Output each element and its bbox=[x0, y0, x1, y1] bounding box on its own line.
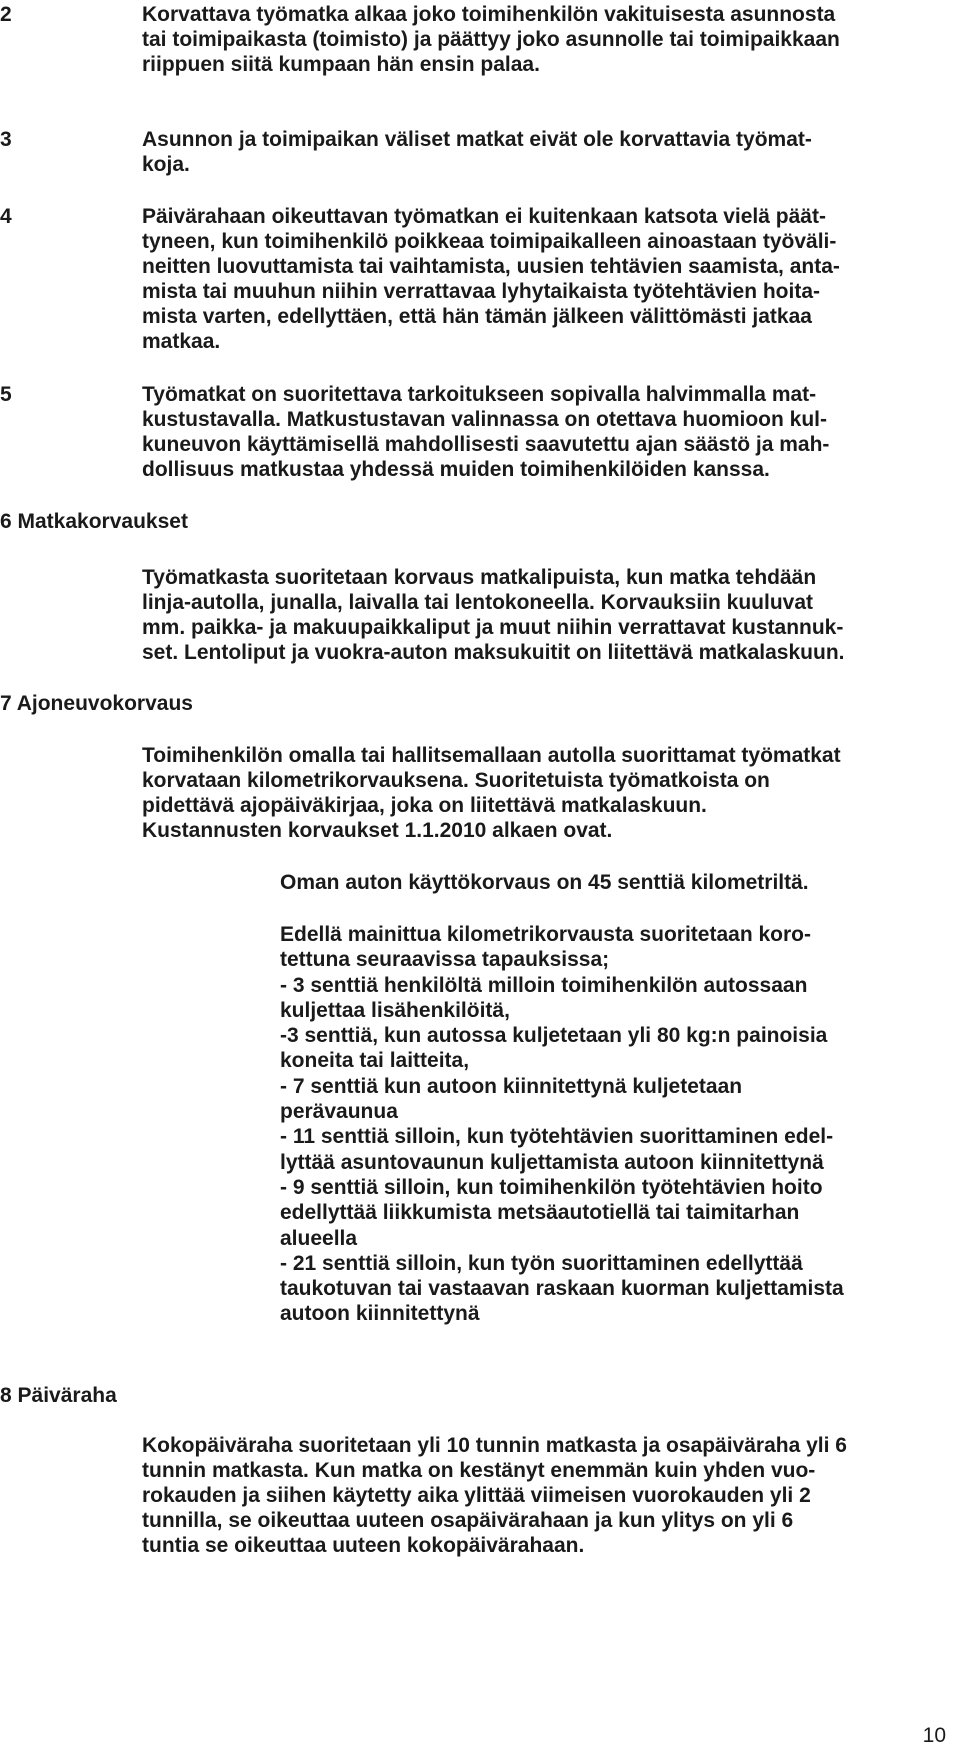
item-number-2: 2 bbox=[0, 3, 12, 26]
car-rate-increments: Edellä mainittua kilometrikorvausta suoritetaan koro- tettuna seuraavissa tapauksissa; - 3 senttiä henkilöltä milloin toimihenkilön autossaan kuljettaa lisähenkilöitä, -3 senttiä, kun autossa kuljetetaan yli 80 kg:n painoisia koneita tai laitteita, - 7 senttiä kun autoon kiinnitettynä kuljetetaan perävaunua - 11 senttiä silloin, kun työtehtävien suorittaminen edel- lyttää asuntovaunun kuljettamista autoon kiinnitettynä - 9 senttiä silloin, kun toimihenkilön työtehtävien hoito edellyttää liikkumista metsäautotiellä tai taimitarhan alueella - 21 senttiä silloin, kun työn suorittaminen edellyttää taukotuvan tai vastaavan raskaan kuorman kuljettamista autoon kiinnitettynä bbox=[280, 923, 844, 1326]
item-number-4: 4 bbox=[0, 205, 12, 228]
item-number-5: 5 bbox=[0, 383, 12, 406]
section-heading-paivaraha: 8 Päiväraha bbox=[0, 1384, 117, 1407]
section-8-text: Kokopäiväraha suoritetaan yli 10 tunnin matkasta ja osapäiväraha yli 6 tunnin matkasta. Kun matka on kestänyt enemmän kuin yhden vuo- rokauden ja siihen käytetty aika ylittää viimeisen vuorokauden yli 2 tunnilla, se oikeuttaa uuteen osapäivärahaan ja kun ylitys on yli 6 tuntia se oikeuttaa uuteen kokopäivärahaan. bbox=[142, 1434, 847, 1557]
section-6-text: Työmatkasta suoritetaan korvaus matkalipuista, kun matka tehdään linja-autolla, junalla, laivalla tai lentokoneella. Korvauksiin kuuluvat mm. paikka- ja makuupaikkaliput ja muut niihin verrattavat kustannuk- set. Lentoliput ja vuokra-auton maksukuitit on liitettävä matkalaskuun. bbox=[142, 566, 845, 664]
item-number-3: 3 bbox=[0, 128, 12, 151]
section-heading-ajoneuvokorvaus: 7 Ajoneuvokorvaus bbox=[0, 692, 193, 715]
section-7-text: Toimihenkilön omalla tai hallitsemallaan autolla suorittamat työmatkat korvataan kilometrikorvauksena. Suoritetuista työmatkoista on pidettävä ajopäiväkirjaa, joka on liitettävä matkalaskuun. Kustannusten korvaukset 1.1.2010 alkaen ovat. bbox=[142, 744, 841, 842]
item-2-text: Korvattava työmatka alkaa joko toimihenkilön vakituisesta asunnosta tai toimipaikasta (toimisto) ja päättyy joko asunnolle tai toimipaikkaan riippuen siitä kumpaan hän ensin palaa. bbox=[142, 3, 840, 76]
item-5-text: Työmatkat on suoritettava tarkoitukseen sopivalla halvimmalla mat- kustustavalla. Matkustustavan valinnassa on otettava huomioon kul- kuneuvon käyttämisellä mahdollisesti saavutettu ajan säästö ja mah- dollisuus matkustaa yhdessä muiden toimihenkilöiden kanssa. bbox=[142, 383, 830, 481]
item-4-text: Päivärahaan oikeuttavan työmatkan ei kuitenkaan katsota vielä päät- tyneen, kun toimihenkilö poikkeaa toimipaikalleen ainoastaan työväli- neitten luovuttamista tai vaihtamista, uusien tehtävien saamista, anta- mista tai muuhun niihin verrattavaa lyhytaikaista työtehtävien hoita- mista varten, edellyttäen, että hän tämän jälkeen välittömästi jatkaa matkaa. bbox=[142, 205, 840, 353]
car-rate-line: Oman auton käyttökorvaus on 45 senttiä kilometriltä. bbox=[280, 871, 809, 894]
item-3-text: Asunnon ja toimipaikan väliset matkat eivät ole korvattavia työmat- koja. bbox=[142, 128, 812, 176]
section-heading-matkakorvaukset: 6 Matkakorvaukset bbox=[0, 510, 188, 533]
page-number: 10 bbox=[922, 1724, 946, 1747]
